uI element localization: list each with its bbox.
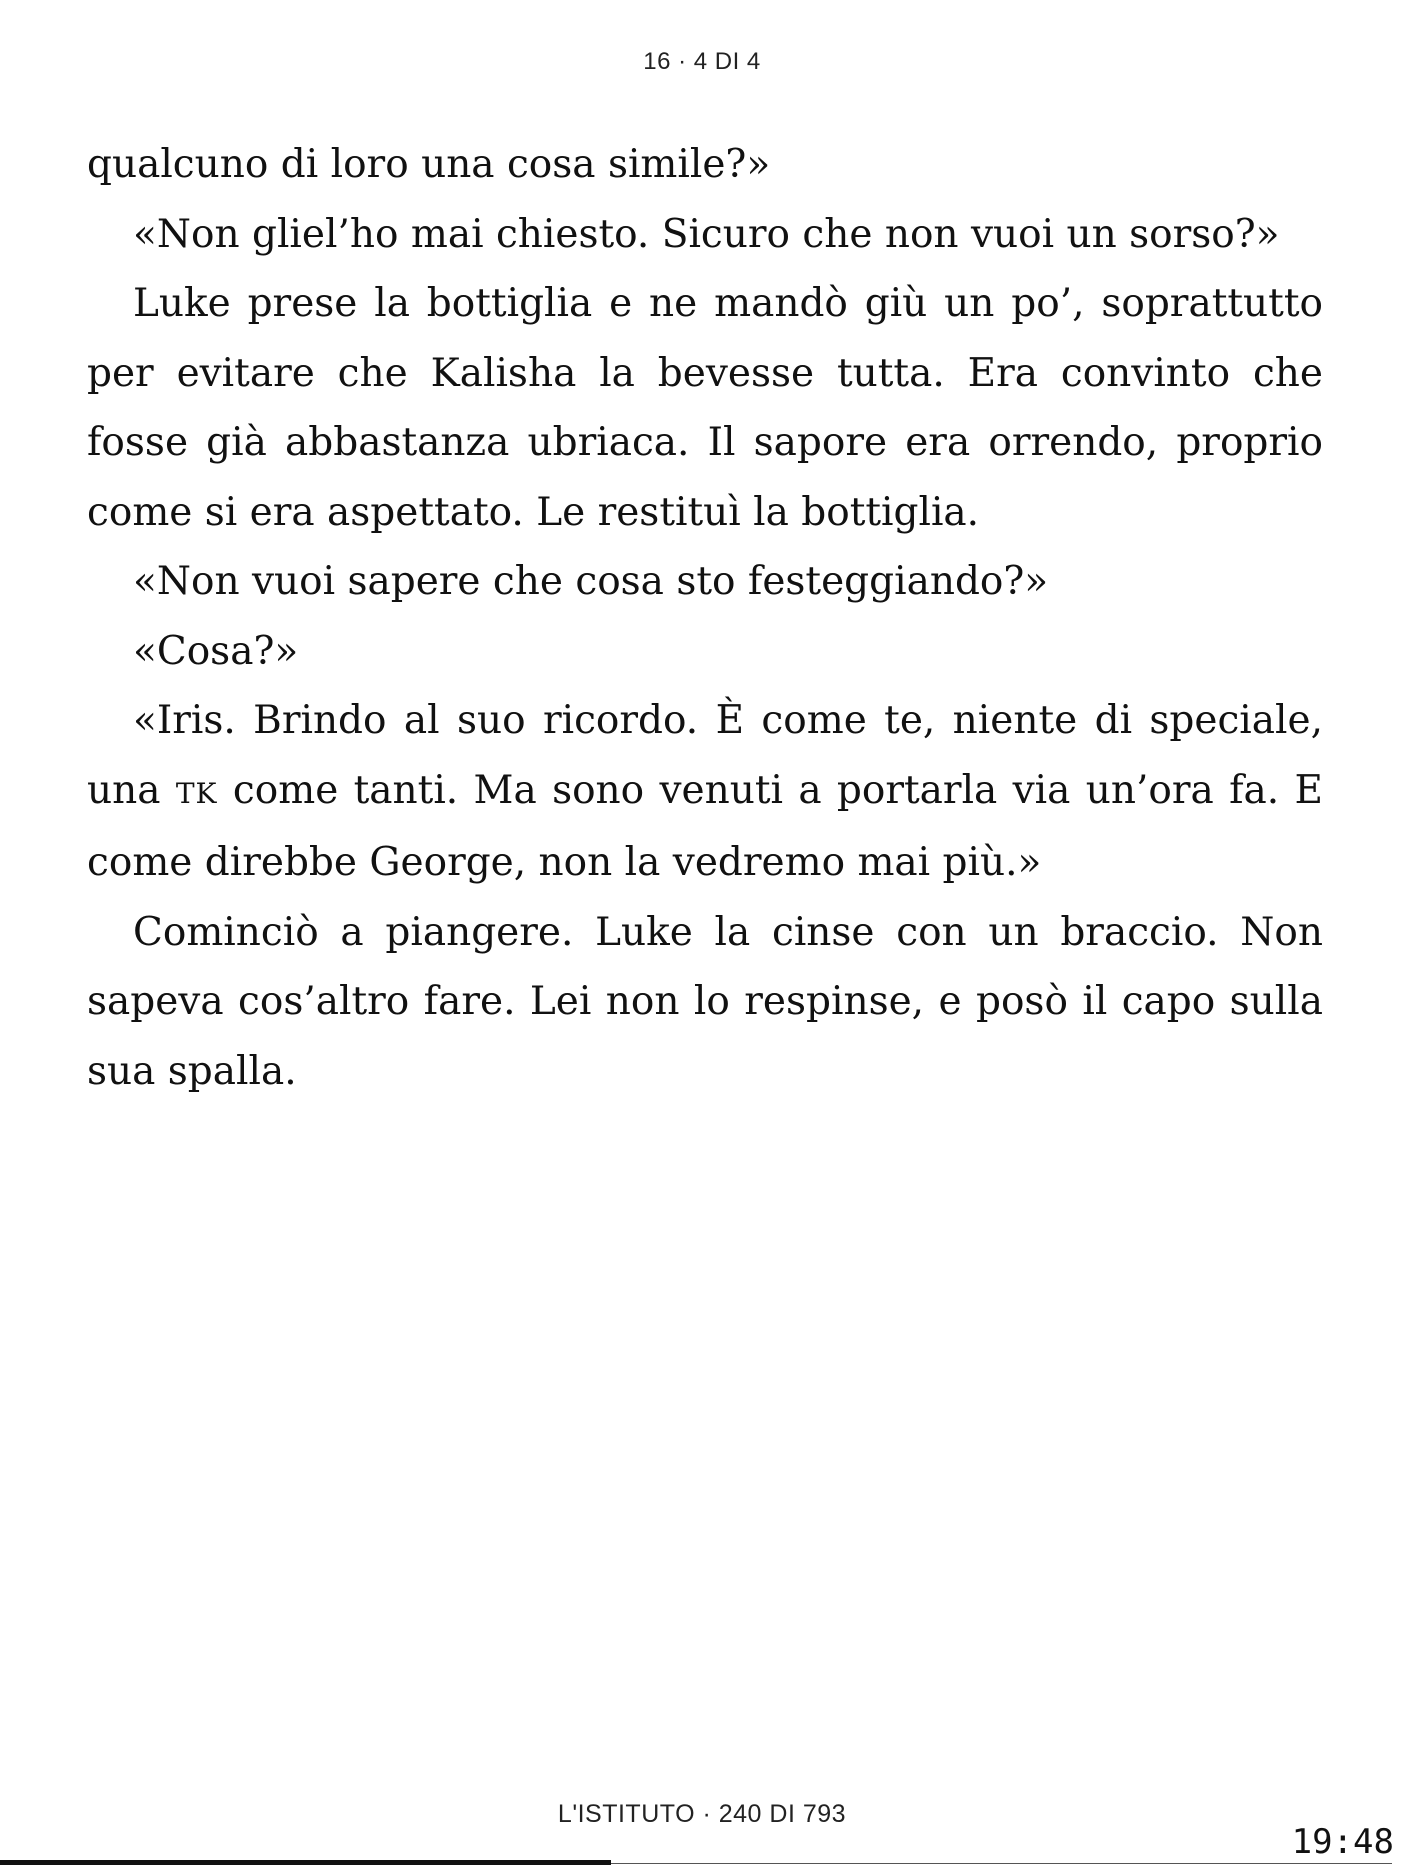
reading-progress-fill	[0, 1860, 611, 1865]
paragraph-text: «Iris. Brindo al suo ricordo. È come te, niente di speciale, una	[87, 698, 1323, 813]
reader-page-content[interactable]	[87, 130, 1323, 1106]
paragraph: «Non gliel’ho mai chiesto. Sicuro che non vuoi un sorso?»	[133, 211, 1280, 257]
paragraph: Cominciò a piangere. Luke la cinse con un braccio. Non sapeva cos’altro fare. Lei non lo respinse, e posò il capo sulla sua spalla.	[87, 909, 1323, 1094]
paragraph-text: come tanti. Ma sono venuti a portarla via un’ora fa. E come direbbe George, non la vedremo mai più.»	[87, 767, 1323, 885]
chapter-position-header: 16 · 4 DI 4	[643, 48, 761, 75]
paragraph: «Non vuoi sapere che cosa sto festeggiando?»	[133, 559, 1049, 604]
paragraph: «Cosa?»	[133, 628, 299, 674]
smallcaps-abbreviation: TK	[175, 776, 218, 810]
book-position-footer: L'ISTITUTO · 240 DI 793	[557, 1800, 847, 1828]
clock: 19:48	[1291, 1822, 1394, 1862]
paragraph: Luke prese la bottiglia e ne mandò giù un po’, soprattutto per evitare che Kalisha la bevesse tutta. Era convinto che fosse già abbastanza ubriaca. Il sapore era orrendo, proprio come si era aspettato. Le restituì la bottiglia.	[87, 281, 1323, 535]
paragraph: qualcuno di loro una cosa simile?»	[87, 142, 771, 187]
paragraph	[87, 686, 1323, 898]
